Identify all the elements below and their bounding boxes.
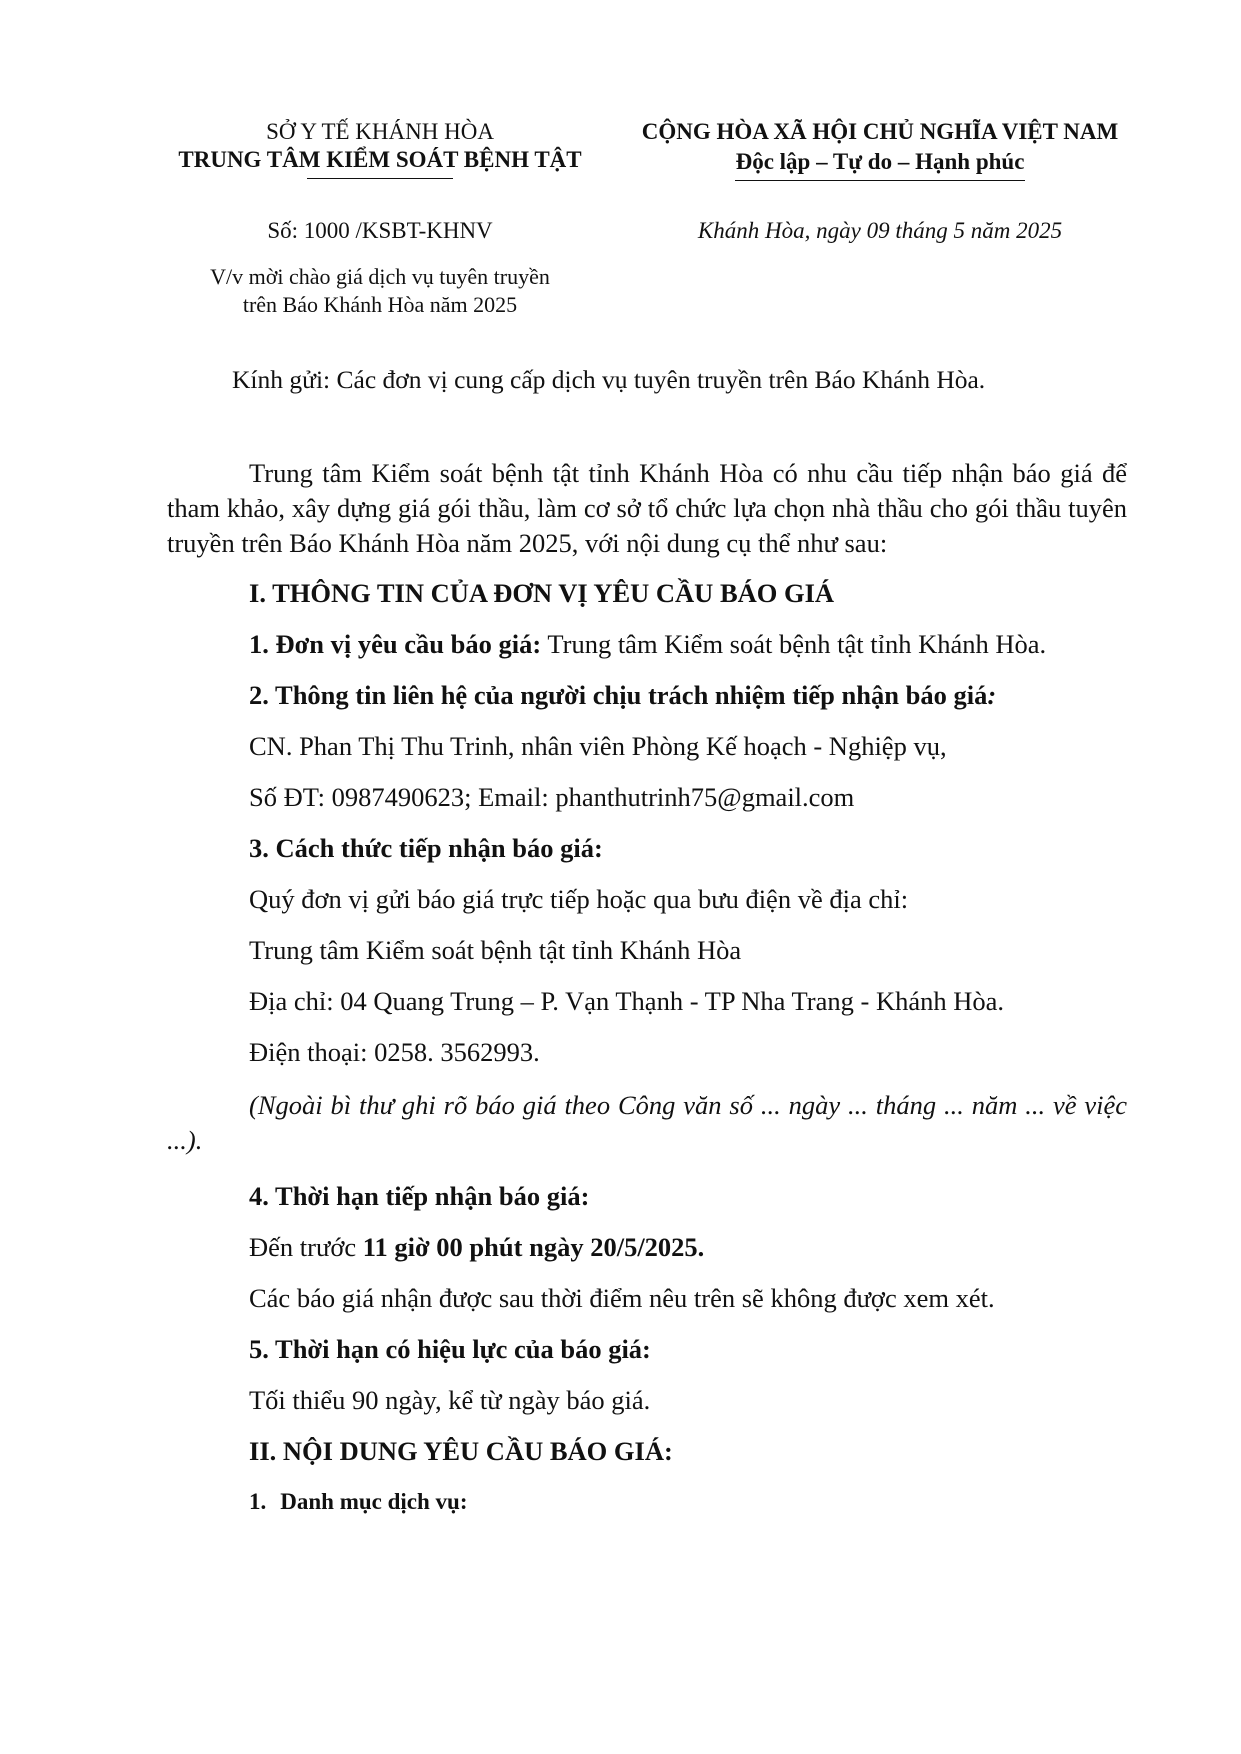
contact-person: CN. Phan Thị Thu Trinh, nhân viên Phòng Kế hoạch - Nghiệp vụ,	[249, 731, 947, 761]
section-2-item-1	[249, 1487, 467, 1517]
envelope-note: (Ngoài bì thư ghi rõ báo giá theo Công văn số ... ngày ... tháng ... năm ... về việc ...).	[167, 1090, 1127, 1155]
section-2-item-1-number: 1.	[249, 1489, 267, 1514]
item-2-label: 2. Thông tin liên hệ của người chịu trách nhiệm tiếp nhận báo giá	[249, 680, 988, 710]
deadline-value: 11 giờ 00 phút ngày 20/5/2025.	[362, 1232, 705, 1262]
address-line: Địa chỉ: 04 Quang Trung – P. Vạn Thạnh - TP Nha Trang - Khánh Hòa.	[249, 986, 1004, 1016]
document-number: Số: 1000 /KSBT-KHNV	[267, 218, 493, 243]
item-1	[249, 628, 1046, 660]
section-2-item-1-label: Danh mục dịch vụ:	[280, 1489, 468, 1514]
left-header-underline	[307, 178, 453, 179]
intro-paragraph: Trung tâm Kiểm soát bệnh tật tỉnh Khánh Hòa có nhu cầu tiếp nhận báo giá để tham khảo, xây dựng giá gói thầu, làm cơ sở tổ chức lựa chọn nhà thầu cho gói thầu tuyên truyền trên Báo Khánh Hòa năm 2025, với nội dung cụ thể như sau:	[167, 458, 1127, 558]
deadline-prefix: Đến trước	[249, 1232, 363, 1262]
subject-line-2: trên Báo Khánh Hòa năm 2025	[242, 292, 518, 317]
motto: Độc lập – Tự do – Hạnh phúc	[735, 149, 1025, 174]
center-name: TRUNG TÂM KIỂM SOÁT BỆNH TẬT	[178, 147, 582, 172]
contact-phone-email: Số ĐT: 0987490623; Email: phanthutrinh75@gmail.com	[249, 782, 855, 812]
item-2	[249, 679, 996, 711]
item-3-line-2: Trung tâm Kiểm soát bệnh tật tỉnh Khánh Hòa	[249, 935, 742, 965]
item-3-label: 3. Cách thức tiếp nhận báo giá:	[249, 833, 603, 863]
item-3-line-1: Quý đơn vị gửi báo giá trực tiếp hoặc qua bưu điện về địa chỉ:	[249, 884, 909, 914]
phone-line: Điện thoại: 0258. 3562993.	[249, 1037, 540, 1067]
nation-title: CỘNG HÒA XÃ HỘI CHỦ NGHĨA VIỆT NAM	[641, 119, 1119, 144]
subject-line-1: V/v mời chào giá dịch vụ tuyên truyền	[210, 264, 550, 289]
validity-value: Tối thiểu 90 ngày, kể từ ngày báo giá.	[249, 1385, 651, 1415]
item-1-label: 1. Đơn vị yêu cầu báo giá:	[249, 629, 542, 659]
deadline-line	[249, 1231, 704, 1263]
agency-name: SỞ Y TẾ KHÁNH HÒA	[266, 119, 494, 144]
issue-date: Khánh Hòa, ngày 09 tháng 5 năm 2025	[697, 218, 1063, 243]
item-1-value: Trung tâm Kiểm soát bệnh tật tỉnh Khánh Hòa.	[541, 629, 1047, 659]
item-4-label: 4. Thời hạn tiếp nhận báo giá:	[249, 1181, 590, 1211]
section-1-heading: I. THÔNG TIN CỦA ĐƠN VỊ YÊU CẦU BÁO GIÁ	[249, 578, 835, 608]
right-header-underline	[735, 180, 1025, 181]
item-5-label: 5. Thời hạn có hiệu lực của báo giá:	[249, 1334, 651, 1364]
item-2-colon: :	[987, 680, 997, 710]
late-submission-note: Các báo giá nhận được sau thời điểm nêu trên sẽ không được xem xét.	[249, 1283, 995, 1313]
section-2-heading: II. NỘI DUNG YÊU CẦU BÁO GIÁ:	[249, 1436, 673, 1466]
recipient-line: Kính gửi: Các đơn vị cung cấp dịch vụ tuyên truyền trên Báo Khánh Hòa.	[232, 365, 986, 394]
